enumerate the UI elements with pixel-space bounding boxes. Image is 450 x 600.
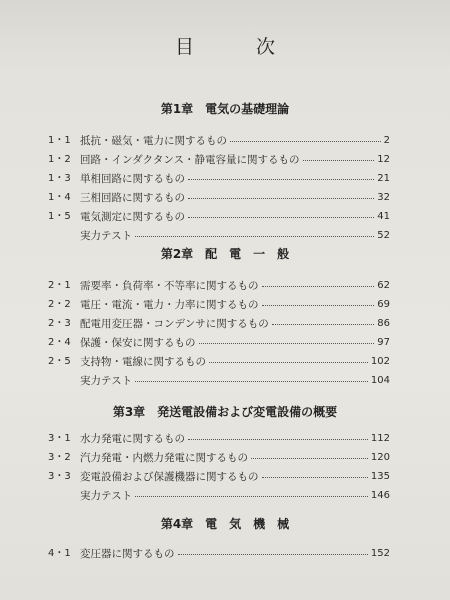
- section-number: 1・3: [48, 173, 71, 184]
- page-number: 2: [383, 135, 390, 146]
- leader-dots: [199, 342, 374, 344]
- page-number: 21: [377, 173, 390, 184]
- toc-entry: [48, 487, 390, 505]
- page-number: 97: [377, 337, 390, 348]
- leader-dots: [135, 495, 368, 497]
- section-title: 変電設備および保護機器に関するもの: [80, 471, 259, 483]
- section-number: 3・2: [48, 452, 71, 463]
- page-number: 12: [377, 154, 390, 165]
- toc-entry: [48, 315, 390, 333]
- toc-entry: [48, 468, 390, 486]
- leader-dots: [188, 438, 368, 440]
- leader-dots: [135, 235, 374, 237]
- section-title: 需要率・負荷率・不等率に関するもの: [80, 280, 259, 292]
- leader-dots: [188, 216, 374, 218]
- section-title: 汽力発電・内燃力発電に関するもの: [80, 452, 248, 464]
- leader-dots: [303, 159, 374, 161]
- page-number: 104: [370, 375, 390, 386]
- toc-entry: [48, 170, 390, 188]
- page-number: 120: [370, 452, 390, 463]
- leader-dots: [262, 476, 368, 478]
- leader-dots: [251, 457, 368, 459]
- chapter-heading: 第1章 電気の基礎理論: [160, 102, 290, 116]
- chapter-heading: 第2章 配 電 一 般: [160, 247, 290, 261]
- toc-entry: [48, 296, 390, 314]
- page-number: 52: [377, 230, 390, 241]
- section-number: 2・4: [48, 337, 71, 348]
- page-number: 152: [370, 548, 390, 559]
- section-title: 変圧器に関するもの: [80, 548, 175, 560]
- section-title: 実力テスト: [80, 375, 133, 387]
- toc-entry: [48, 353, 390, 371]
- section-title: 回路・インダクタンス・静電容量に関するもの: [80, 154, 300, 166]
- leader-dots: [262, 304, 374, 306]
- toc-entry: [48, 334, 390, 352]
- chapter-heading: 第4章 電 気 機 械: [160, 517, 290, 531]
- toc-entry: [48, 430, 390, 448]
- section-number: 2・3: [48, 318, 71, 329]
- section-number: 2・5: [48, 356, 71, 367]
- page-number: 135: [370, 471, 390, 482]
- toc-entry: [48, 227, 390, 245]
- section-title: 水力発電に関するもの: [80, 433, 185, 445]
- section-title: 実力テスト: [80, 490, 133, 502]
- page-number: 102: [370, 356, 390, 367]
- section-title: 抵抗・磁気・電力に関するもの: [80, 135, 227, 147]
- leader-dots: [230, 140, 381, 142]
- section-title: 単相回路に関するもの: [80, 173, 185, 185]
- leader-dots: [188, 178, 374, 180]
- section-title: 三相回路に関するもの: [80, 192, 185, 204]
- section-title: 配電用変圧器・コンデンサに関するもの: [80, 318, 269, 330]
- section-number: 4・1: [48, 548, 71, 559]
- toc-entry: [48, 449, 390, 467]
- section-number: 1・2: [48, 154, 71, 165]
- section-title: 電圧・電流・電力・力率に関するもの: [80, 299, 259, 311]
- page-number: 62: [377, 280, 390, 291]
- page-number: 41: [377, 211, 390, 222]
- toc-entry: [48, 277, 390, 295]
- page-number: 146: [370, 490, 390, 501]
- page-number: 32: [377, 192, 390, 203]
- toc-entry: [48, 151, 390, 169]
- toc-entry: [48, 372, 390, 390]
- section-number: 2・2: [48, 299, 71, 310]
- leader-dots: [272, 323, 374, 325]
- section-number: 1・4: [48, 192, 71, 203]
- toc-entry: [48, 545, 390, 563]
- page-number: 86: [377, 318, 390, 329]
- page-number: 112: [370, 433, 390, 444]
- section-number: 3・3: [48, 471, 71, 482]
- section-number: 1・1: [48, 135, 71, 146]
- toc-entry: [48, 132, 390, 150]
- chapter-heading: 第3章 発送電設備および変電設備の概要: [112, 405, 338, 419]
- leader-dots: [262, 285, 374, 287]
- section-title: 実力テスト: [80, 230, 133, 242]
- toc-entry: [48, 189, 390, 207]
- leader-dots: [188, 197, 374, 199]
- leader-dots: [135, 380, 368, 382]
- leader-dots: [178, 553, 368, 555]
- page-title: 目 次: [174, 36, 304, 58]
- section-title: 保護・保安に関するもの: [80, 337, 196, 349]
- section-number: 1・5: [48, 211, 71, 222]
- page-number: 69: [377, 299, 390, 310]
- toc-entry: [48, 208, 390, 226]
- section-number: 3・1: [48, 433, 71, 444]
- section-number: 2・1: [48, 280, 71, 291]
- leader-dots: [209, 361, 368, 363]
- section-title: 支持物・電線に関するもの: [80, 356, 206, 368]
- section-title: 電気測定に関するもの: [80, 211, 185, 223]
